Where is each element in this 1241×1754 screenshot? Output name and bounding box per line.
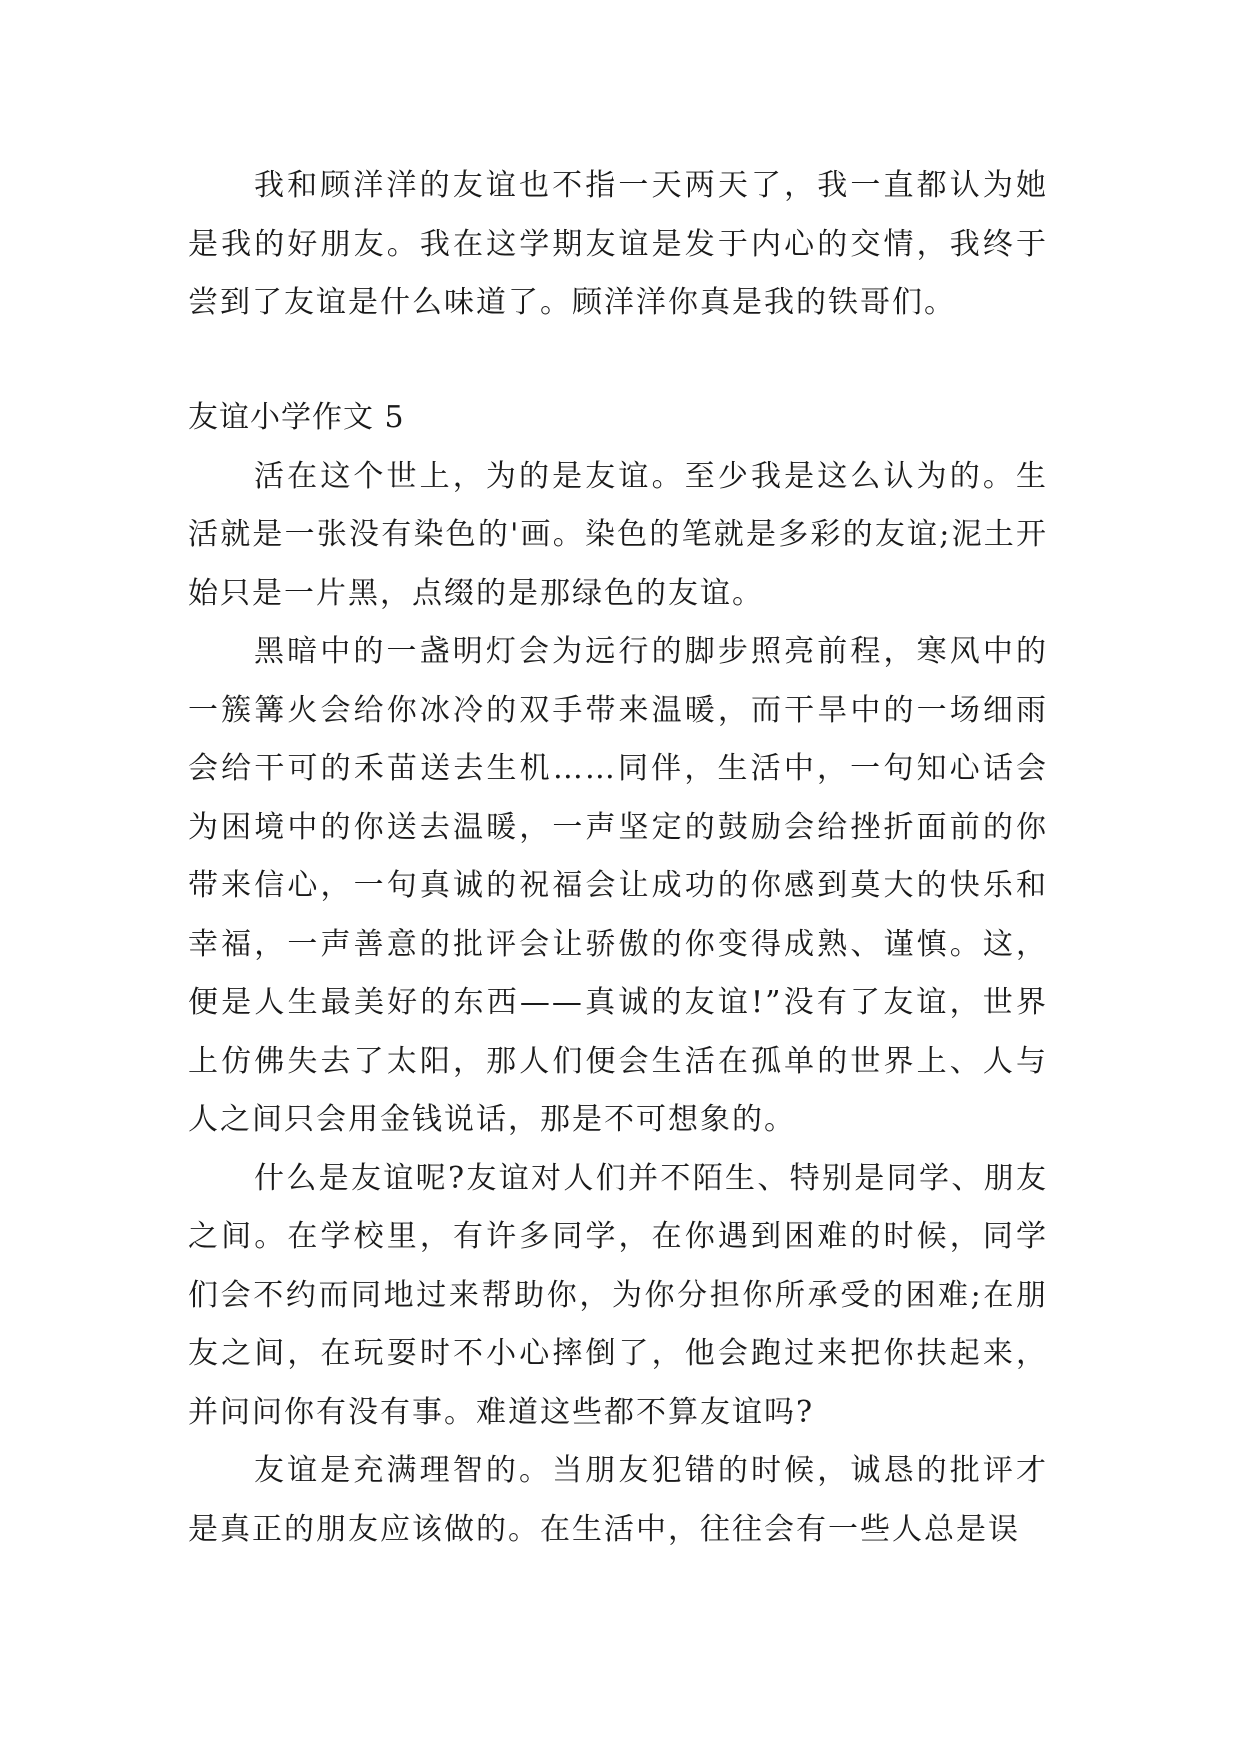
- intro-paragraph: 我和顾洋洋的友谊也不指一天两天了，我一直都认为她是我的好朋友。我在这学期友谊是发于内心的交情，我终于尝到了友谊是什么味道了。顾洋洋你真是我的铁哥们。: [188, 168, 1048, 320]
- paragraph: 什么是友谊呢?友谊对人们并不陌生、特别是同学、朋友之间。在学校里，有许多同学，在你遇到困难的时候，同学们会不约而同地过来帮助你，为你分担你所承受的困难;在朋友之间，在玩耍时不小心摔倒了，他会跑过来把你扶起来，并问问你有没有事。难道这些都不算友谊吗?: [188, 1160, 1048, 1430]
- essay-section: [188, 389, 1048, 1559]
- paragraph: 黑暗中的一盏明灯会为远行的脚步照亮前程，寒风中的一簇篝火会给你冰冷的双手带来温暖，而干旱中的一场细雨会给干可的禾苗送去生机……同伴，生活中，一句知心话会为困境中的你送去温暖，一声坚定的鼓励会给挫折面前的你带来信心，一句真诚的祝福会让成功的你感到莫大的快乐和幸福，一声善意的批评会让骄傲的你变得成熟、谨慎。这，便是人生最美好的东西——真诚的友谊!”没有了友谊，世界上仿佛失去了太阳，那人们便会生活在孤单的世界上、人与人之间只会用金钱说话，那是不可想象的。: [188, 634, 1048, 1137]
- intro-section: [188, 157, 1048, 333]
- paragraph: 友谊是充满理智的。当朋友犯错的时候，诚恳的批评才是真正的朋友应该做的。在生活中，往往会有一些人总是误: [188, 1453, 1048, 1547]
- paragraph: 活在这个世上，为的是友谊。至少我是这么认为的。生活就是一张没有染色的'画。染色的笔就是多彩的友谊;泥土开始只是一片黑，点缀的是那绿色的友谊。: [188, 458, 1048, 611]
- section-title: 友谊小学作文 5: [188, 400, 405, 435]
